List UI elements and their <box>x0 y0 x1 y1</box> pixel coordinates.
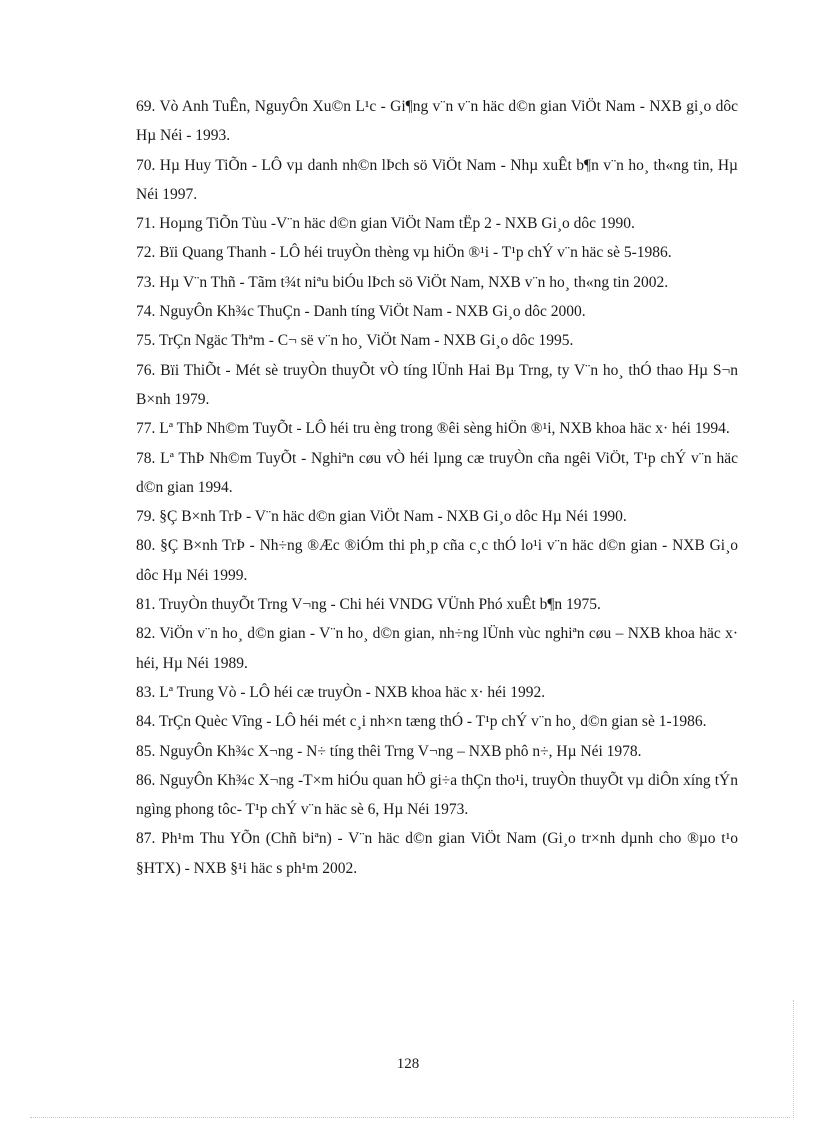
reference-item: 75. TrÇn Ngäc Thªm - C¬ së v¨n ho¸ ViÖt Nam - NXB Gi¸o dôc 1995. <box>136 332 574 350</box>
page-number: 128 <box>396 1056 420 1072</box>
reference-item: 69. Vò Anh TuÊn, NguyÔn Xu©n L¹c - Gi¶ng v¨n v¨n häc d©n gian ViÖt Nam - NXB gi¸o dôc Hµ Néi - 1993. <box>136 98 738 145</box>
reference-item: 84. TrÇn Quèc Vîng - LÔ héi mét c¸i nh×n tæng thÓ - T¹p chÝ v¨n ho¸ d©n gian sè 1-1986. <box>136 713 707 731</box>
reference-item: 79. §Ç B×nh TrÞ - V¨n häc d©n gian ViÖt Nam - NXB Gi¸o dôc Hµ Néi 1990. <box>136 508 627 526</box>
reference-item: 71. Hoµng TiÕn Tùu -V¨n häc d©n gian ViÖt Nam tËp 2 - NXB Gi¸o dôc 1990. <box>136 215 635 233</box>
reference-item: 83. Lª Trung Vò - LÔ héi cæ truyÒn - NXB khoa häc x· héi 1992. <box>136 683 546 701</box>
page-border-bottom <box>30 1117 790 1118</box>
reference-item: 76. Bïi ThiÕt - Mét sè truyÒn thuyÕt vÒ tíng lÜnh Hai Bµ Trng, ty V¨n ho¸ thÓ thao Hµ S¬n B×nh 1979. <box>136 361 738 408</box>
reference-item: 70. Hµ Huy TiÕn - LÔ vµ danh nh©n lÞch sö ViÖt Nam - Nhµ xuÊt b¶n v¨n ho¸ th«ng tin, Hµ Néi 1997. <box>136 156 738 203</box>
reference-item: 87. Ph¹m Thu YÕn (Chñ biªn) - V¨n häc d©n gian ViÖt Nam (Gi¸o tr×nh dµnh cho ®µo t¹o §HTX) - NXB §¹i häc s ph¹m 2002. <box>136 830 738 877</box>
reference-item: 85. NguyÔn Kh¾c X¬ng - N÷ tíng thêi Trng V¬ng – NXB phô n÷, Hµ Néi 1978. <box>136 742 642 760</box>
page-border-right <box>793 1000 794 1118</box>
reference-item: 80. §Ç B×nh TrÞ - Nh÷ng ®Æc ®iÓm thi ph¸p cña c¸c thÓ lo¹i v¨n häc d©n gian - NXB Gi¸o dôc Hµ Néi 1999. <box>136 537 738 584</box>
reference-item: 82. ViÖn v¨n ho¸ d©n gian - V¨n ho¸ d©n gian, nh÷ng lÜnh vùc nghiªn cøu – NXB khoa häc x· héi, Hµ Néi 1989. <box>136 625 738 672</box>
reference-item: 77. Lª ThÞ Nh©m TuyÕt - LÔ héi tru èng trong ®êi sèng hiÖn ®¹i, NXB khoa häc x· héi 1994. <box>136 420 730 438</box>
reference-item: 78. Lª ThÞ Nh©m TuyÕt - Nghiªn cøu vÒ héi lµng cæ truyÒn cña ngêi ViÖt, T¹p chÝ v¨n häc d©n gian 1994. <box>136 449 738 496</box>
reference-item: 72. Bïi Quang Thanh - LÔ héi truyÒn thèng vµ hiÖn ®¹i - T¹p chÝ v¨n häc sè 5-1986. <box>136 244 672 262</box>
reference-item: 86. NguyÔn Kh¾c X¬ng -T×m hiÓu quan hÖ gi÷a thÇn tho¹i, truyÒn thuyÕt vµ diÔn xíng tÝn ngìng phong tôc- T¹p chÝ v¨n häc sè 6, Hµ Néi 1973. <box>136 771 738 819</box>
reference-item: 74. NguyÔn Kh¾c ThuÇn - Danh tíng ViÖt Nam - NXB Gi¸o dôc 2000. <box>136 303 586 321</box>
reference-item: 73. Hµ V¨n Thñ - Tãm t¾t niªu biÓu lÞch sö ViÖt Nam, NXB v¨n ho¸ th«ng tin 2002. <box>136 273 669 291</box>
reference-item: 81. TruyÒn thuyÕt Trng V¬ng - Chi héi VNDG VÜnh Phó xuÊt b¶n 1975. <box>136 596 601 614</box>
reference-list <box>136 92 738 883</box>
